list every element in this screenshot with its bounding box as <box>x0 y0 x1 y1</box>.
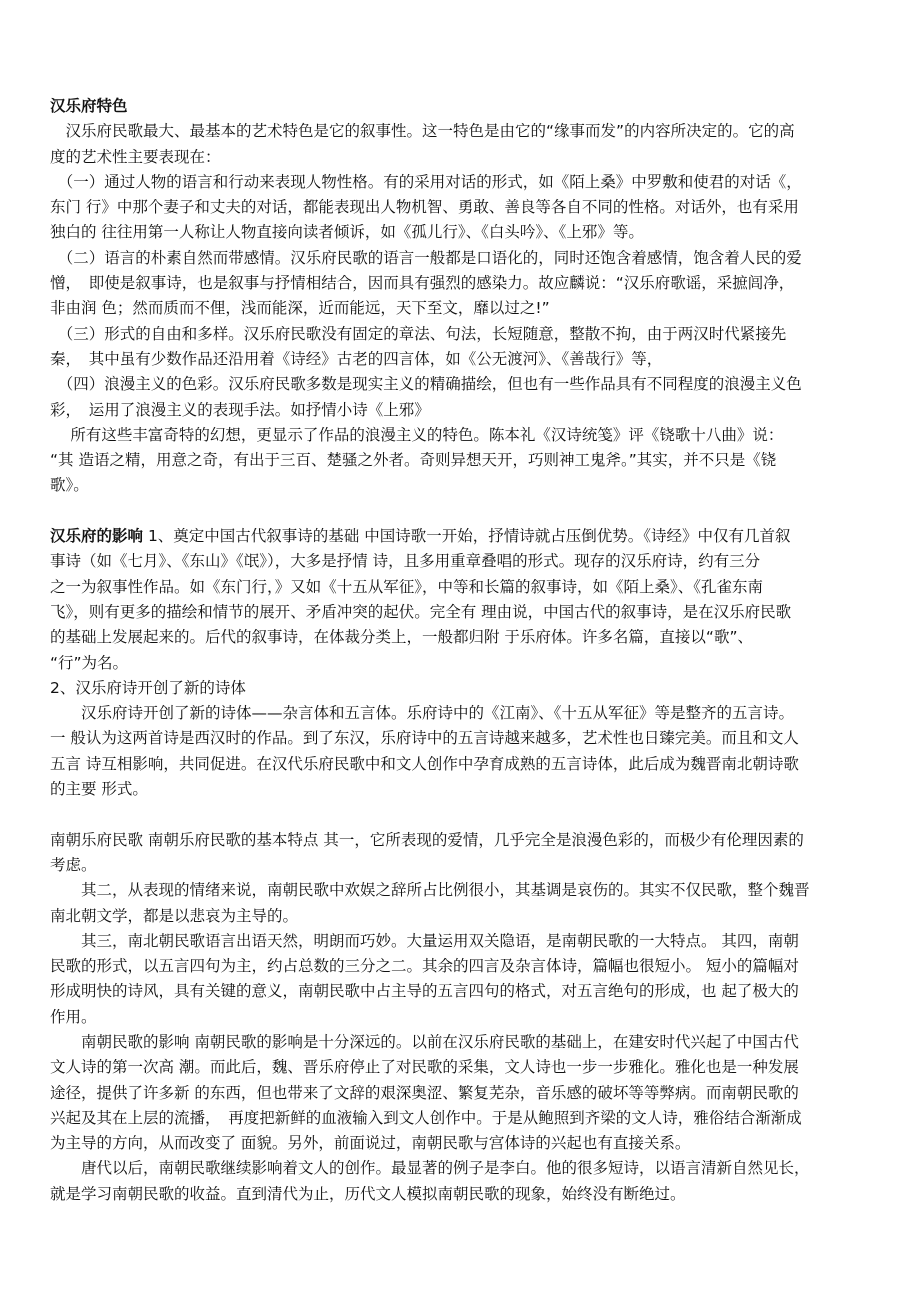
text-line: 民歌的形式，以五言四句为主，约占总数的三分之二。其余的四言及杂言体诗，篇幅也很短小。 短小的篇幅对 <box>50 957 799 976</box>
text-line: （四）浪漫主义的色彩。汉乐府民歌多数是现实主义的精确描绘，但也有一些作品具有不同程度的浪漫主义色 <box>50 375 802 394</box>
section-spacer <box>50 499 868 524</box>
text-line: 之一为叙事性作品。如《东门行，》又如《十五从军征》，中等和长篇的叙事诗，如《陌上桑》、《孔雀东南 <box>50 577 764 596</box>
text-line: 形成明快的诗风，具有关键的意义，南朝民歌中占主导的五言四句的格式，对五言绝句的形成，也 起了极大的 <box>50 982 799 1001</box>
text-line: 文人诗的第一次高 潮。而此后，魏、晋乐府停止了对民歌的采集，文人诗也一步一步雅化。雅化也是一种发展 <box>50 1058 799 1077</box>
text-line: 唐代以后，南朝民歌继续影响着文人的创作。最显著的例子是李白。他的很多短诗，以语言清新自然见长， <box>50 1159 810 1178</box>
text-line: 途径，提供了许多新 的东西，但也带来了文辞的艰深奥涩、繁复芜杂，音乐感的破坏等等弊病。而南朝民歌的 <box>50 1083 799 1102</box>
text-line: 汉乐府诗开创了新的诗体——杂言体和五言体。乐府诗中的《江南》、《十五从军征》等是整齐的五言诗。 <box>50 704 795 723</box>
section-title-han-yuefu-features: 汉乐府特色 <box>50 97 128 115</box>
subheading-line: 2、汉乐府诗开创了新的诗体 <box>50 678 246 697</box>
text-line: 度的艺术性主要表现在： <box>50 147 221 166</box>
text-line: “行”为名。 <box>50 653 129 672</box>
text-line: 所有这些丰富奇特的幻想，更显示了作品的浪漫主义的特色。陈本礼《汉诗统笺》评《铙歌十八曲》说： <box>50 425 784 444</box>
text-line: “其 造语之精，用意之奇，有出于三百、楚骚之外者。奇则异想天开，巧则神工鬼斧。”其实，并不只是《铙 <box>50 451 777 470</box>
text-line: 事诗（如《七月》、《东山》《氓》），大多是抒情 诗，且多用重章叠唱的形式。现存的汉乐府诗，约有三分 <box>50 552 761 571</box>
text-line: （二）语言的朴素自然而带感情。汉乐府民歌的语言一般都是口语化的，同时还饱含着感情，饱含着人民的爱 <box>50 248 802 267</box>
document-page <box>50 94 868 1207</box>
text-line: 秦， 其中虽有少数作品还沿用着《诗经》古老的四言体，如《公无渡河》、《善哉行》等， <box>50 349 663 368</box>
text-line: 飞》，则有更多的描绘和情节的展开、矛盾冲突的起伏。完全有 理由说，中国古代的叙事诗，是在汉乐府民歌 <box>50 602 792 621</box>
text-line: 憎， 即使是叙事诗，也是叙事与抒情相结合，因而具有强烈的感染力。故应麟说：“汉乐府歌谣，采摭闾净， <box>50 274 795 293</box>
text-line: 的主要 形式。 <box>50 780 148 799</box>
text-line: 五言 诗互相影响，共同促进。在汉代乐府民歌中和文人创作中孕育成熟的五言诗体，此后成为魏晋南北朝诗歌 <box>50 754 799 773</box>
text-line: （三）形式的自由和多样。汉乐府民歌没有固定的章法、句法，长短随意，整散不拘，由于两汉时代紧接先 <box>50 324 787 343</box>
text-line: 就是学习南朝民歌的收益。直到清代为止，历代文人模拟南朝民歌的现象，始终没有断绝过。 <box>50 1184 686 1203</box>
text-line: 南北朝文学，都是以悲哀为主导的。 <box>50 906 299 925</box>
section-spacer <box>50 802 868 827</box>
text-line: 东门 行》中那个妻子和丈夫的对话，都能表现出人物机智、勇敢、善良等各自不同的性格。对话外，也有采用 <box>50 198 799 217</box>
text-line: 非由润 色；然而质而不俚，浅而能深，近而能远，天下至文，靡以过之!” <box>50 299 550 318</box>
text-line: 汉乐府民歌最大、最基本的艺术特色是它的叙事性。这一特色是由它的“缘事而发”的内容所决定的。它的高 <box>50 122 795 141</box>
text-line: 独白的 往往用第一人称让人物直接向读者倾诉，如《孤儿行》、《白头吟》、《上邪》等。 <box>50 223 644 242</box>
text-line: 歌》。 <box>50 476 89 495</box>
text-line: 南朝民歌的影响 南朝民歌的影响是十分深远的。以前在汉乐府民歌的基础上，在建安时代兴起了中国古代 <box>50 1032 799 1051</box>
text-span: 1、奠定中国古代叙事诗的基础 中国诗歌一开始，抒情诗就占压倒优势。《诗经》中仅有几首叙 <box>143 527 791 546</box>
text-line: 兴起及其在上层的流播， 再度把新鲜的血液输入到文人创作中。于是从鲍照到齐梁的文人诗，雅俗结合渐渐成 <box>50 1108 802 1127</box>
text-line: 的基础上发展起来的。后代的叙事诗，在体裁分类上，一般都归附 于乐府体。许多名篇，直接以“歌”、 <box>50 628 753 647</box>
section-title-han-yuefu-influence: 汉乐府的影响 <box>50 527 144 546</box>
text-line: （一）通过人物的语言和行动来表现人物性格。有的采用对话的形式，如《陌上桑》中罗敷和使君的对话《， <box>50 172 802 191</box>
text-line: 其三，南北朝民歌语言出语天然，明朗而巧妙。大量运用双关隐语，是南朝民歌的一大特点。 其四，南朝 <box>50 931 799 950</box>
text-line: 彩， 运用了浪漫主义的表现手法。如抒情小诗《上邪》 <box>50 400 430 419</box>
text-line: 其二，从表现的情绪来说，南朝民歌中欢娱之辞所占比例很小，其基调是哀伤的。其实不仅民歌，整个魏晋 <box>50 881 810 900</box>
text-line: 考虑。 <box>50 855 97 874</box>
text-line: 南朝乐府民歌 南朝乐府民歌的基本特点 其一，它所表现的爱情，几乎完全是浪漫色彩的，而极少有伦理因素的 <box>50 830 804 849</box>
text-line: 作用。 <box>50 1007 97 1026</box>
section-heading-line <box>50 524 868 549</box>
text-line: 为主导的方向，从而改变了 面貌。另外，前面说过，南朝民歌与宫体诗的兴起也有直接关系。 <box>50 1134 691 1153</box>
text-line: 一 般认为这两首诗是西汉时的作品。到了东汉，乐府诗中的五言诗越来越多，艺术性也日臻完美。而且和文人 <box>50 729 799 748</box>
